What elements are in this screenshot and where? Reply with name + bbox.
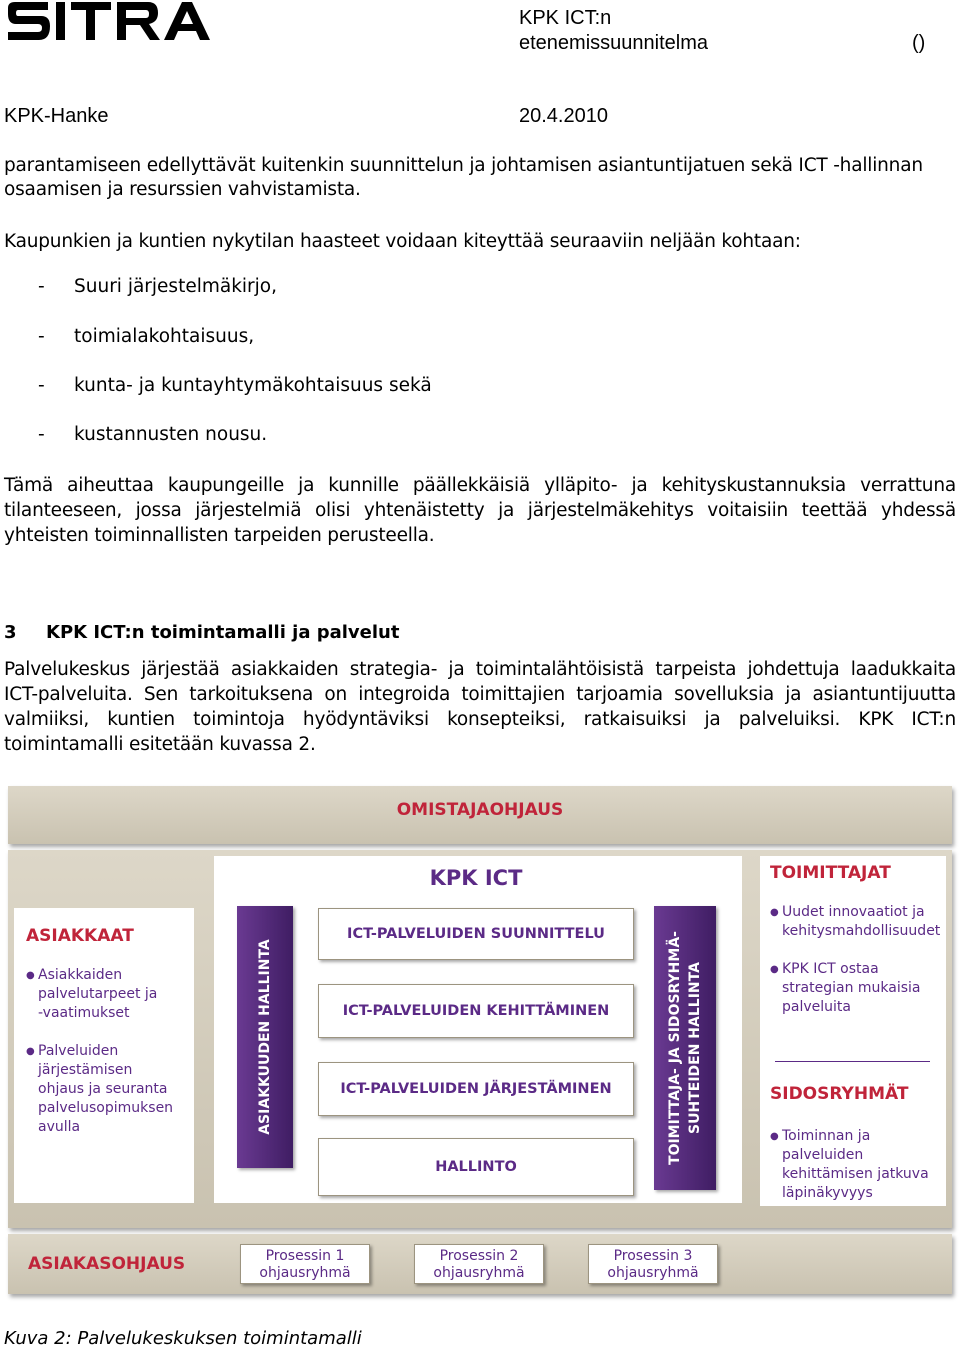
operating-model-diagram: [0, 778, 960, 1303]
kpk-ict-title: KPK ICT: [429, 866, 523, 890]
administration-box: HALLINTO: [318, 1138, 634, 1196]
section-number: 3: [4, 622, 17, 643]
service-organizing-box: ICT-PALVELUIDEN JÄRJESTÄMINEN: [318, 1062, 634, 1116]
logo-text: SITRA: [6, 0, 9, 1]
list-item: ● Toiminnan ja palveluiden kehittämisen jatkuva läpinäkyvyys: [770, 1128, 929, 1201]
doc-title-line2: etenemissuunnitelma: [519, 32, 708, 54]
customer-management-label: ASIAKKUUDEN HALLINTA: [257, 939, 273, 1135]
section-title: KPK ICT:n toimintamalli ja palvelut: [46, 622, 400, 643]
list-item: ● Asiakkaiden palvelutarpeet ja -vaatimukset: [26, 967, 158, 1021]
para4-line3: valmiiksi, kuntien toimintoja hyödyntäviksi konsepteiksi, ratkaisuiksi ja palveluiksi. KPK ICT:n: [4, 709, 956, 730]
list-item: - kunta- ja kuntayhtymäkohtaisuus sekä: [38, 375, 432, 396]
list-item: ● Palveluiden järjestämisen ohjaus ja seuranta palvelusopimuksen avulla: [26, 1043, 174, 1135]
doc-date: 20.4.2010: [519, 105, 608, 127]
divider: [775, 1061, 930, 1062]
project-name: KPK-Hanke: [4, 105, 109, 127]
customers-title: ASIAKKAAT: [26, 926, 134, 946]
figure-caption: Kuva 2: Palvelukeskuksen toimintamalli: [4, 1328, 362, 1349]
suppliers-title: TOIMITTAJAT: [770, 863, 891, 883]
service-development-box: ICT-PALVELUIDEN KEHITTÄMINEN: [318, 984, 634, 1038]
para1-line1: parantamiseen edellyttävät kuitenkin suunnittelun ja johtamisen asiantuntijatuen sekä ICT -hallinnan: [4, 155, 923, 176]
list-item: - toimialakohtaisuus,: [38, 326, 255, 347]
stakeholders-title: SIDOSRYHMÄT: [770, 1084, 909, 1104]
list-item: - Suuri järjestelmäkirjo,: [38, 276, 277, 297]
list-item: ● KPK ICT ostaa strategian mukaisia palveluita: [770, 961, 921, 1015]
para4-line4: toimintamalli esitetään kuvassa 2.: [4, 734, 316, 755]
list-item: - kustannusten nousu.: [38, 424, 268, 445]
customer-management-bar: [237, 906, 293, 1168]
sitra-logo: [6, 0, 210, 44]
process-group-box: Prosessin 1 ohjausryhmä: [240, 1244, 370, 1284]
supplier-relations-bar: [654, 906, 716, 1190]
process-group-box: Prosessin 2 ohjausryhmä: [414, 1244, 544, 1284]
para3-line3: yhteisten toiminnallisten tarpeiden perusteella.: [4, 525, 435, 546]
doc-title-parens: (): [912, 32, 926, 54]
service-planning-box: ICT-PALVELUIDEN SUUNNITTELU: [318, 908, 634, 960]
customer-steering-label: ASIAKASOHJAUS: [28, 1254, 186, 1274]
doc-title-line1: KPK ICT:n: [519, 7, 612, 29]
para3-line1: Tämä aiheuttaa kaupungeille ja kunnille päällekkäisiä ylläpito- ja kehityskustannuksia verrattuna: [4, 475, 956, 496]
para4-line2: ICT-palveluita. Sen tarkoituksena on integroida toimittajien tarjoamia sovelluksia ja asiantuntijuutta: [4, 684, 956, 705]
para3-line2: tilanteeseen, jossa järjestelmiä olisi yhtenäistetty ja järjestelmäkehitys voitaisiin teettää yhdessä: [4, 500, 956, 521]
process-group-box: Prosessin 3 ohjausryhmä: [588, 1244, 718, 1284]
list-item: ● Uudet innovaatiot ja kehitysmahdollisuudet: [770, 904, 941, 939]
owner-steering-label: OMISTAJAOHJAUS: [396, 800, 564, 820]
supplier-relations-label: TOIMITTAJA- JA SIDOSRYHMÄ- SUHTEIDEN HALLINTA: [667, 931, 703, 1165]
para4-line1: Palvelukeskus järjestää asiakkaiden strategia- ja toimintalähtöisistä tarpeista johdettuja laadukkaita: [4, 659, 956, 680]
para1-line2: osaamisen ja resurssien vahvistamista.: [4, 179, 361, 200]
para2: Kaupunkien ja kuntien nykytilan haasteet voidaan kiteyttää seuraaviin neljään kohtaan:: [4, 231, 801, 252]
